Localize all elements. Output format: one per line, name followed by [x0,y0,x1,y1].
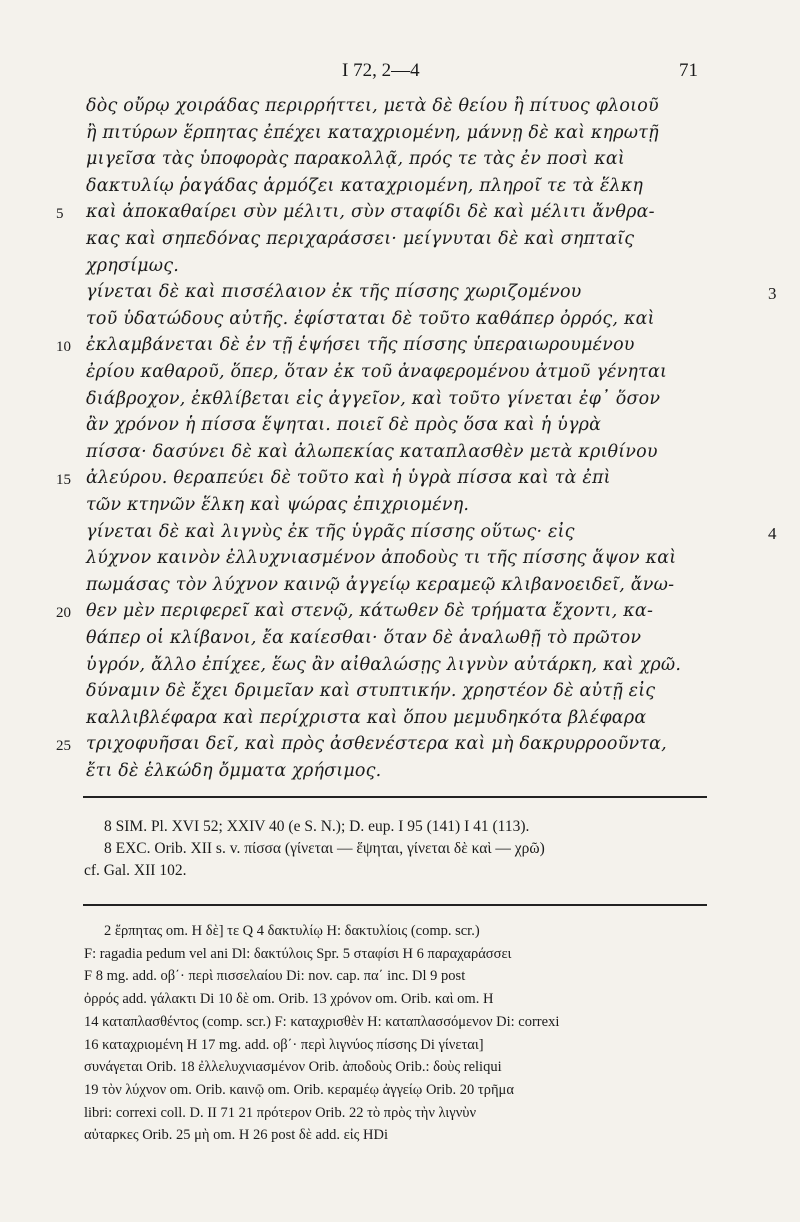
apparatus-line: συνάγεται Orib. 18 ἐλλελυχνιασμένον Orib. ἀποδοὺς Orib.: δοὺς reliqui [84,1059,502,1076]
line-text: γίνεται δὲ καὶ λιγνὺς ἐκ τῆς ὑγρᾶς πίσσης οὕτως· εἰς [86,521,575,542]
text-line [0,309,800,335]
line-text: καλλιβλέφαρα καὶ περίχριστα καὶ ὅπου μεμυδηκότα βλέφαρα [86,707,647,728]
text-line [0,176,800,202]
line-text: τῶν κτηνῶν ἕλκη καὶ ψώρας ἐπιχριομένη. [86,495,470,515]
running-header [0,60,800,84]
similia-divider [83,796,707,798]
line-text: πίσσα· δασύνει δὲ καὶ ἀλωπεκίας καταπλασθὲν μετὰ κριθίνου [86,441,658,462]
apparatus-line: F: ragadia pedum vel ani Dl: δακτύλοις Spr. 5 σταφίσι H 6 παραχαράσσει [84,945,512,962]
line-text: δύναμιν δὲ ἔχει δριμεῖαν καὶ στυπτικήν. χρηστέον δὲ αὐτῇ εἰς [86,681,656,702]
text-line [0,655,800,681]
text-line [0,229,800,255]
text-line [0,522,800,548]
line-text: ἔτι δὲ ἑλκώδη ὄμματα χρήσιμος. [86,761,382,781]
line-number: 15 [56,472,71,489]
line-text: ὑγρόν, ἄλλο ἐπίχεε, ἕως ἂν αἰθαλώσῃς λιγνὺν αὐτάρκη, καὶ χρῶ. [86,654,682,675]
line-number: 20 [56,605,71,622]
text-line [0,681,800,707]
text-line [0,256,800,282]
apparatus-line: F 8 mg. add. οβ΄· περὶ πισσελαίου Di: nov. cap. πα΄ inc. Dl 9 post [84,968,466,985]
apparatus-line: ὀρρός add. γάλακτι Di 10 δὲ om. Orib. 13 χρόνον om. Orib. καὶ om. H [84,991,494,1008]
similia-line: 8 EXC. Orib. XII s. v. πίσσα (γίνεται — ἕψηται, γίνεται δὲ καὶ — χρῶ) [104,840,545,857]
text-line [0,548,800,574]
line-number: 10 [56,339,71,356]
text-line [0,628,800,654]
apparatus-line: 16 καταχριομένη H 17 mg. add. οβ΄· περὶ λιγνύος πίσσης Di γίνεται] [84,1036,484,1053]
text-line [0,202,800,228]
line-text: θεν μὲν περιφερεῖ καὶ στενῷ, κάτωθεν δὲ τρήματα ἔχοντι, κα- [86,601,654,622]
line-text: χρησίμως. [86,255,179,276]
line-number: 5 [56,206,64,223]
line-text: διάβροχον, ἐκθλίβεται εἰς ἀγγεῖον, καὶ τοῦτο γίνεται ἐφ᾽ ὅσον [86,388,661,409]
line-text: ἢ πιτύρων ἕρπητας ἐπέχει καταχριομένη, μάννῃ δὲ καὶ κηρωτῇ [86,122,659,143]
text-line [0,495,800,521]
line-text: καὶ ἀποκαθαίρει σὺν μέλιτι, σὺν σταφίδι δὲ καὶ μέλιτι ἄνθρα- [86,202,655,223]
line-text: τοῦ ὑδατώδους αὐτῆς. ἐφίσταται δὲ τοῦτο καθάπερ ὀρρός, καὶ [86,308,655,329]
line-text: ἐρίου καθαροῦ, ὅπερ, ὅταν ἐκ τοῦ ἀναφερομένου ἀτμοῦ γένηται [86,362,668,382]
line-text: τριχοφυῆσαι δεῖ, καὶ πρὸς ἀσθενέστερα καὶ μὴ δακρυρροοῦντα, [86,734,667,755]
apparatus-line: αὐταρκες Orib. 25 μὴ om. H 26 post δὲ add. εἰς HDi [84,1127,388,1144]
line-text: μιγεῖσα τὰς ὑποφορὰς παρακολλᾷ, πρός τε τὰς ἐν ποσὶ καὶ [86,149,625,170]
apparatus-line: 2 ἕρπητας om. H δὲ] τε Q 4 δακτυλίῳ H: δακτυλίοις (comp. scr.) [104,923,480,939]
line-text: κας καὶ σηπεδόνας περιχαράσσει· μείγνυται δὲ καὶ σηπταῖς [86,229,635,249]
line-text: θάπερ οἱ κλίβανοι, ἔα καίεσθαι· ὅταν δὲ ἀναλωθῇ τὸ πρῶτον [86,628,642,648]
text-line [0,123,800,149]
margin-note: 3 [768,284,777,304]
line-text: ἀλεύρου. θεραπεύει δὲ τοῦτο καὶ ἡ ὑγρὰ πίσσα καὶ τὰ ἐπὶ [86,468,611,489]
text-line [0,389,800,415]
text-line [0,575,800,601]
line-text: ἐκλαμβάνεται δὲ ἐν τῇ ἑψήσει τῆς πίσσης ὑπεραιωρουμένου [86,335,635,356]
line-text: δὸς οὔρῳ χοιράδας περιρρήττει, μετὰ δὲ θείου ἢ πίτυος φλοιοῦ [86,96,659,116]
text-line [0,468,800,494]
section-reference: I 72, 2—4 [342,60,420,81]
apparatus-line: 19 τὸν λύχνον om. Orib. καινῷ om. Orib. κεραμέῳ ἀγγείῳ Orib. 20 τρῆμα [84,1081,514,1098]
text-line [0,362,800,388]
similia-line: 8 SIM. Pl. XVI 52; XXIV 40 (e S. N.); D. eup. I 95 (141) I 41 (113). [104,818,530,835]
line-text: λύχνον καινὸν ἐλλυχνιασμένον ἀποδοὺς τι τῆς πίσσης ἅψον καὶ [86,548,677,569]
text-line [0,335,800,361]
line-text: δακτυλίῳ ῥαγάδας ἁρμόζει καταχριομένη, πληροῖ τε τὰ ἕλκη [86,175,644,196]
text-line [0,601,800,627]
line-text: ἂν χρόνον ἡ πίσσα ἕψηται. ποιεῖ δὲ πρὸς ὅσα καὶ ἡ ὑγρὰ [86,415,602,436]
text-line [0,761,800,787]
apparatus-divider [83,904,707,906]
line-text: πωμάσας τὸν λύχνον καινῷ ἀγγείῳ κεραμεῷ κλιβανοειδεῖ, ἄνω- [86,574,675,595]
line-text: γίνεται δὲ καὶ πισσέλαιον ἐκ τῆς πίσσης χωριζομένου [86,282,582,303]
page-number: 71 [679,60,698,81]
apparatus-line: 14 καταπλασθέντος (comp. scr.) F: καταχρισθὲν H: καταπλασσόμενον Di: correxi [84,1013,560,1030]
margin-note: 4 [768,523,777,543]
text-line [0,96,800,122]
text-line [0,708,800,734]
text-line [0,282,800,308]
text-line [0,415,800,441]
similia-line: cf. Gal. XII 102. [84,862,187,879]
text-line [0,149,800,175]
line-number: 25 [56,738,71,755]
text-line [0,442,800,468]
apparatus-line: libri: correxi coll. D. II 71 21 πρότερον Orib. 22 τὸ πρὸς τὴν λιγνὺν [84,1104,477,1121]
text-line [0,734,800,760]
